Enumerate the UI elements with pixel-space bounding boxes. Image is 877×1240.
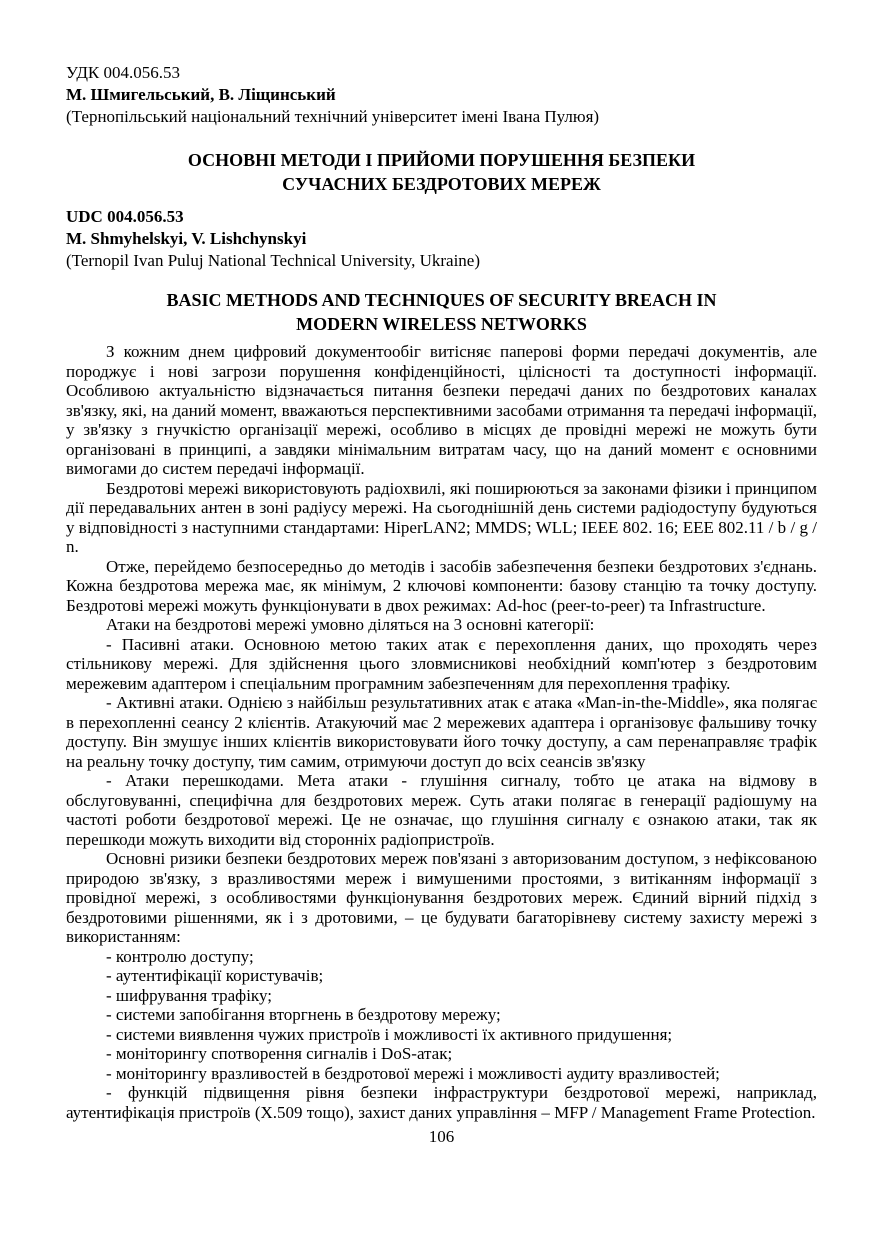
body-paragraph: - Пасивні атаки. Основною метою таких атак є перехоплення даних, що проходять через стільникову мережі. Для здійснення цього зловмисникові необхідний комп'ютер з бездротовим мережевим адаптером і спеціальним програмним забезпеченням для перехоплення трафіку. [66, 634, 817, 693]
body-paragraph: Бездротові мережі використовують радіохвилі, які поширюються за законами фізики і принципом дії передавальних антен в зоні радіусу мережі. На сьогоднішній день системи радіодоступу будуються у відповідності з наступними стандартами: HiperLAN2; MMDS; WLL; IEEE 802. 16; ЕЕЕ 802.11 / b / g / n. [66, 478, 817, 556]
list-item: - моніторингу спотворення сигналів і DoS-атак; [106, 1044, 453, 1063]
body-paragraph: - Атаки перешкодами. Мета атаки - глушіння сигналу, тобто це атака на відмову в обслуговуванні, специфічна для бездротових мереж. Суть атаки полягає в генерації радіошуму на частоті роботи бездротової мережі. Це не означає, що глушіння сигналу є ознакою атаки, так як перешкоди можуть виходити від сторонніх радіопристроїв. [66, 771, 817, 849]
body-paragraph: Основні ризики безпеки бездротових мереж пов'язані з авторизованим доступом, з нефіксованою природою зв'язку, з вразливостями мереж і вимушеними простоями, з витіканням інформації з провідної мережі, з особливостями функціонування бездротових мереж. Єдиний вірний підхід з бездротовими рішеннями, як і з дротовими, – це будувати багаторівневу систему захисту мережі з використанням: [66, 849, 817, 946]
page-number: 106 [428, 1127, 455, 1146]
affiliation-en: (Ternopil Ivan Puluj National Technical University, Ukraine) [66, 251, 481, 270]
article-body [66, 342, 817, 1122]
list-item: - моніторингу вразливостей в бездротової мережі і можливості аудиту вразливостей; [106, 1063, 720, 1083]
article-title-en [66, 288, 817, 336]
body-paragraph: Атаки на бездротові мережі умовно діляться на 3 основні категорії: [106, 615, 595, 634]
article-title-ua [66, 148, 817, 196]
list-item: - системи виявлення чужих пристроїв і можливості їх активного придушення; [106, 1024, 673, 1044]
article-title-en-line2: MODERN WIRELESS NETWORKS [296, 314, 587, 334]
list-item: - аутентифікації користувачів; [106, 966, 324, 985]
list-item: - шифрування трафіку; [106, 985, 272, 1005]
list-item: - системи запобігання вторгнень в бездротову мережу; [106, 1005, 501, 1024]
udc-code-en: UDC 004.056.53 [66, 207, 184, 226]
body-paragraph: Отже, перейдемо безпосередньо до методів і засобів забезпечення безпеки бездротових з'єднань. Кожна бездротова мережа має, як мінімум, 2 ключові компоненти: базову станцію та точку доступу. Бездротові мережі можуть функціонувати в двох режимах: Ad-hoc (peer-to-peer) та Infrastructure. [66, 556, 817, 615]
authors-ua: М. Шмигельський, В. Ліщинський [66, 85, 336, 104]
article-title-ua-line1: ОСНОВНІ МЕТОДИ І ПРИЙОМИ ПОРУШЕННЯ БЕЗПЕКИ [187, 150, 696, 170]
list-item: - функцій підвищення рівня безпеки інфраструктури бездротової мережі, наприклад, аутентифікація пристроїв (X.509 тощо), захист даних управління – MFP / Management Frame Protection. [66, 1083, 817, 1122]
body-paragraph: З кожним днем цифровий документообіг витісняє паперові форми передачі документів, але породжує і нові загрози порушення конфіденційності, цілісності та доступності інформації. Особливою актуальністю відзначається питання безпеки передачі даних по бездротових каналах зв'язку, які, на даний момент, вважаються перспективними засобами отримання та передачі інформації, у зв'язку з гнучкістю організації мережі, особливо в місцях де провідні мережі не можуть бути організовані в принципі, а завдяки мінімальним витратам часу, що на даний момент є основними вимогами до систем передачі інформації. [66, 342, 817, 478]
article-title-ua-line2: СУЧАСНИХ БЕЗДРОТОВИХ МЕРЕЖ [282, 174, 601, 194]
header-english [66, 206, 817, 272]
body-paragraph: - Активні атаки. Однією з найбільш результативних атак є атака «Man-in-the-Middle», яка полягає в перехопленні сеансу 2 клієнтів. Атакуючий має 2 мережевих адаптера і організовує фальшиву точку доступу. Він змушує інших клієнтів використовувати його точку доступу, а сам перенаправляє трафік на реальну точку доступу, тим самим, отримуючи доступ до всіх сеансів зв'язку [66, 693, 817, 771]
udc-code-ua: УДК 004.056.53 [66, 63, 181, 82]
authors-en: M. Shmyhelskyi, V. Lishchynskyi [66, 229, 307, 248]
list-item: - контролю доступу; [106, 946, 254, 966]
header-ukrainian [66, 62, 817, 128]
affiliation-ua: (Тернопільський національний технічний університет імені Івана Пулюя) [66, 107, 600, 126]
article-title-en-line1: BASIC METHODS AND TECHNIQUES OF SECURITY BREACH IN [166, 290, 717, 310]
